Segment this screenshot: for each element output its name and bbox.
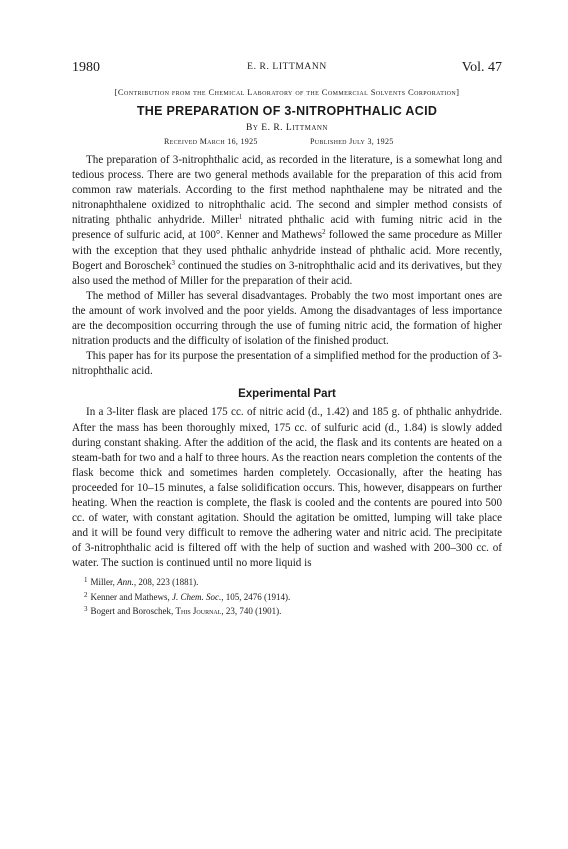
paragraph-text: continued the studies on 3-nitrophthalic acid and its derivatives, but they also used the method of Miller for the preparation of their acid.	[72, 259, 502, 287]
footnote-journal: Ann.,	[117, 577, 137, 588]
paragraph-disadvantages: The method of Miller has several disadvantages. Probably the two most important ones are the amount of work involved and the poor yields. Among the disadvantages of less importance are the decomposition occurring through the use of fuming nitric acid, the formation of higher nitration products and the difficulty of isolation of the finished product.	[72, 289, 502, 348]
received-date: Received March 16, 1925	[164, 137, 258, 146]
footnote-citation: 208, 223 (1881).	[136, 577, 199, 588]
footnote-citation: 105, 2476 (1914).	[223, 591, 291, 602]
article-title: THE PREPARATION OF 3-NITROPHTHALIC ACID	[136, 104, 438, 118]
footnote-citation: 23, 740 (1901).	[223, 606, 282, 617]
footnote-text: Kenner and Mathews,	[90, 591, 172, 602]
page-number: 1980	[72, 60, 100, 75]
footnote-text: Bogert and Boroschek,	[90, 606, 176, 617]
footnote-number: 3	[84, 605, 88, 614]
footnote-ref: 3	[171, 258, 176, 267]
byline: By E. R. Littmann	[246, 123, 328, 133]
paragraph-text: followed the same procedure as Miller with the exception that they used phthalic anhydride instead of phthalic acid. More recently, Bogert and Boroschek	[72, 229, 503, 272]
footnote	[84, 603, 502, 618]
footnote	[84, 574, 502, 589]
running-author: E. R. LITTMANN	[247, 62, 327, 72]
footnote-number: 2	[84, 590, 88, 599]
footnote	[84, 589, 502, 604]
footnote-ref: 2	[322, 228, 326, 237]
footnote-text: Miller,	[90, 577, 118, 588]
published-date: Published July 3, 1925	[310, 137, 394, 146]
section-heading: Experimental Part	[238, 388, 336, 401]
paragraph-text: nitrated phthalic acid with fuming nitric acid in the presence of sulfuric acid, at 100°. Kenner and Mathews	[72, 214, 502, 242]
running-head	[72, 60, 502, 78]
footnote-number: 1	[84, 576, 88, 585]
dates-line	[72, 137, 502, 149]
footnotes	[72, 574, 502, 618]
journal-page	[72, 60, 502, 618]
volume-number: Vol. 47	[461, 60, 502, 75]
paragraph-purpose: This paper has for its purpose the presentation of a simplified method for the production of 3-nitrophthalic acid.	[72, 350, 502, 378]
body-text	[72, 153, 502, 571]
paragraph-experimental: In a 3-liter flask are placed 175 cc. of nitric acid (d., 1.42) and 185 g. of phthalic anhydride. After the mass has been thoroughly mixed, 175 cc. of sulfuric acid (d., 1.84) is slowly added during constant shaking. After the addition of the acid, the flask and its contents are heated on a steam-bath for two and a half to three hours. As the reaction nears completion the contents of the flask become thick and sometimes harden completely. Occasionally, after the heating has proceeded for 10–15 minutes, a false solidification occurs. This, however, disappears on further heating. When the reaction is complete, the flask is cooled and the contents are poured into 500 cc. of water, with constant agitation. Should the agitation be omitted, lumping will take place and it will be found very difficult to remove the adhering water and nitric acid. The precipitate of 3-nitrophthalic acid is filtered off with the help of suction and washed with 200–300 cc. of water. The suction is continued until no more liquid is	[72, 406, 502, 570]
paragraph-text: The preparation of 3-nitrophthalic acid, as recorded in the literature, is a somewhat long and tedious process. There are two general methods available for the preparation of this acid from common raw materials. According to the first method naphthalene may be nitrated and the nitronaphthalene oxidized to nitrophthalic acid. The second and simpler method consists of nitrating phthalic anhydride. Miller	[72, 154, 502, 227]
footnote-journal: This Journal,	[175, 606, 224, 617]
footnote-ref: 1	[238, 213, 243, 222]
footnote-journal: J. Chem. Soc.,	[171, 591, 224, 602]
contribution-note: [Contribution from the Chemical Laboratory of the Commercial Solvents Corporation]	[114, 87, 460, 97]
paragraph-intro	[72, 153, 502, 289]
